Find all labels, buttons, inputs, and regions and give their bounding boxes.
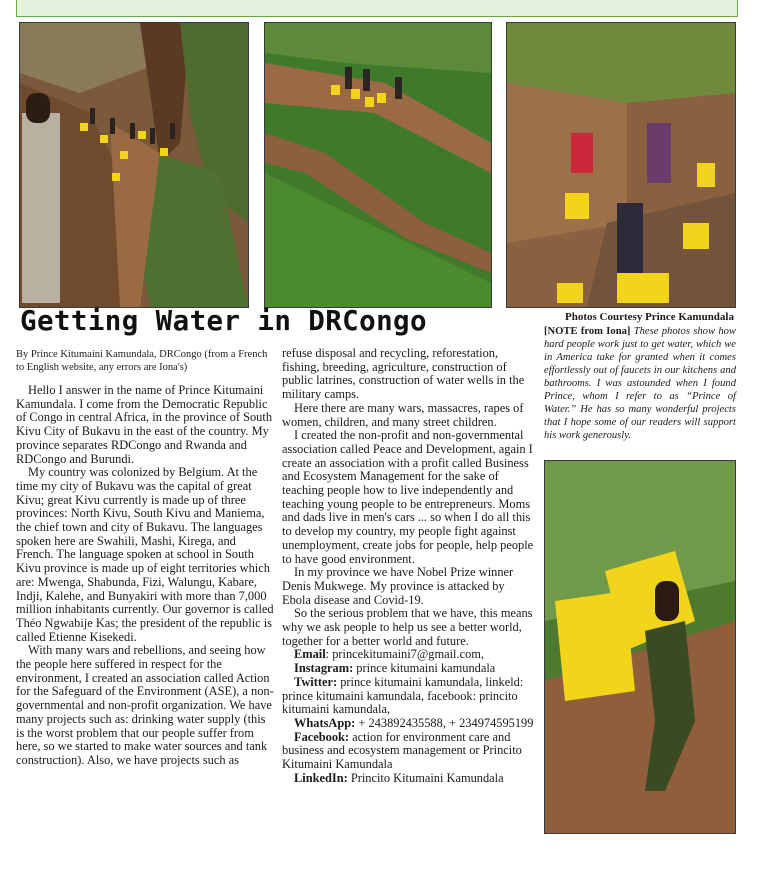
article-headline: Getting Water in DRCongo — [20, 305, 427, 337]
paragraph-continued: refuse disposal and recycling, reforestation, fishing, breeding, agriculture, construction of public latrines, construction of water wells in the military camps. — [282, 346, 525, 402]
paragraph: In my province we have Nobel Prize winner Denis Mukwege. My province is attacked by Ebola disease and Covid-19. — [282, 565, 514, 607]
instagram-label: Instagram: — [294, 661, 354, 676]
whatsapp-label: WhatsApp: — [294, 715, 356, 730]
email-label: Email — [294, 647, 326, 662]
paragraph: Hello I answer in the name of Prince Kitumaini Kamundala. I come from the Democratic Republic of Congo in central Africa, in the province of South Kivu City of Bukavu in the east of the country. My province separates RDCongo and Rwanda and RDCongo and Burundi. — [16, 383, 273, 466]
contact-whatsapp — [282, 717, 534, 731]
contact-instagram — [282, 662, 534, 676]
instagram-handle: prince kitumaini kamundala — [353, 661, 496, 676]
contact-linkedin — [282, 772, 534, 786]
facebook-handle: action for environment care and business and ecosystem management or Princito Kitumaini Kamundala — [282, 729, 522, 772]
ravine-water-line-photo — [19, 22, 249, 308]
top-green-bar — [16, 0, 738, 17]
note-text: These photos show how hard people work just to get water, which we in America take for granted when it comes effortlessly out of faucets in our kitchens and bathrooms. I was astounded when I found Prince, whom I refer to as “Prince of Water.” He has so many wonderful projects that I hope some of our readers will support his work generously. — [544, 326, 736, 441]
byline: By Prince Kitumaini Kamundala, DRCongo (from a French to English website, any errors are Iona's) — [16, 349, 268, 373]
contact-email — [282, 648, 534, 662]
linkedin-label: LinkedIn: — [294, 770, 348, 785]
whatsapp-number: + 243892435588, + 234974595199 — [355, 715, 534, 730]
linkedin-handle: Princito Kitumaini Kamundala — [347, 770, 504, 785]
column-1 — [16, 384, 274, 768]
email-link[interactable]: : princekitumaini7@gmail.com, — [325, 647, 485, 662]
woman-carrying-jerrycans-photo — [544, 460, 736, 834]
paragraph: Here there are many wars, massacres, rapes of women, children, and many street children. — [282, 400, 524, 429]
contact-twitter — [282, 676, 534, 717]
paragraph: My country was colonized by Belgium. At the time my city of Bukavu was the capital of great Kivu; great Kivu currently is made up of three provinces: North Kivu, South Kivu and Maniema, the chief town and city of Bukavu. The languages spoken here are Swahili, Mashi, Kirega, and French. The language spoken at school in South Kivu province is made up of eight territories which are: Mwenga, Shabunda, Fizi, Walungu, Kabare, Indji, Kalehe, and Bunyakiri with more than 7,000 million inhabitants currently. Our governor is called Théo Ngwabije Kas; the president of the republic is called Etienne Kisekedi. — [16, 465, 274, 644]
paragraph: With many wars and rebellions, and seeing how the people here suffered in respect for the environment, I created an association called Action for the Safeguard of the Environment (ASE), a non-governmental and non-profit organization. We have many projects such as: drinking water supply (this is the worst problem that our people suffer from here, so we started to make water sources and tank construction). Also, we have projects such as — [16, 643, 274, 767]
hillside-path-photo — [264, 22, 492, 308]
paragraph: So the serious problem that we have, this means why we ask people to help us see a better world, together for a better world and future. — [282, 606, 533, 648]
paragraph: I created the non-profit and non-governmental association called Peace and Development, again I create an association with a profit called Business and Ecosystem Management for the sake of teaching people how to live independently and teaching young people to be entrepreneurs. Moms and dads live in men's cars ... so when I do all this to develop my country, my people fight against unemployment, create jobs for people, help people to have good environment. — [282, 428, 534, 566]
editor-note — [544, 325, 736, 442]
contact-facebook — [282, 731, 534, 772]
facebook-label: Facebook: — [294, 729, 350, 744]
women-at-water-source-photo — [506, 22, 736, 308]
twitter-handle: prince kitumaini kamundala, linkeld: prince kitumaini kamundala, facebook: princito kitumaini kamundala, — [282, 674, 524, 717]
column-2 — [282, 347, 534, 786]
note-label: [NOTE from Iona] — [544, 326, 631, 337]
photo-credit: Photos Courtesy Prince Kamundala — [565, 311, 734, 323]
twitter-label: Twitter: — [294, 674, 338, 689]
